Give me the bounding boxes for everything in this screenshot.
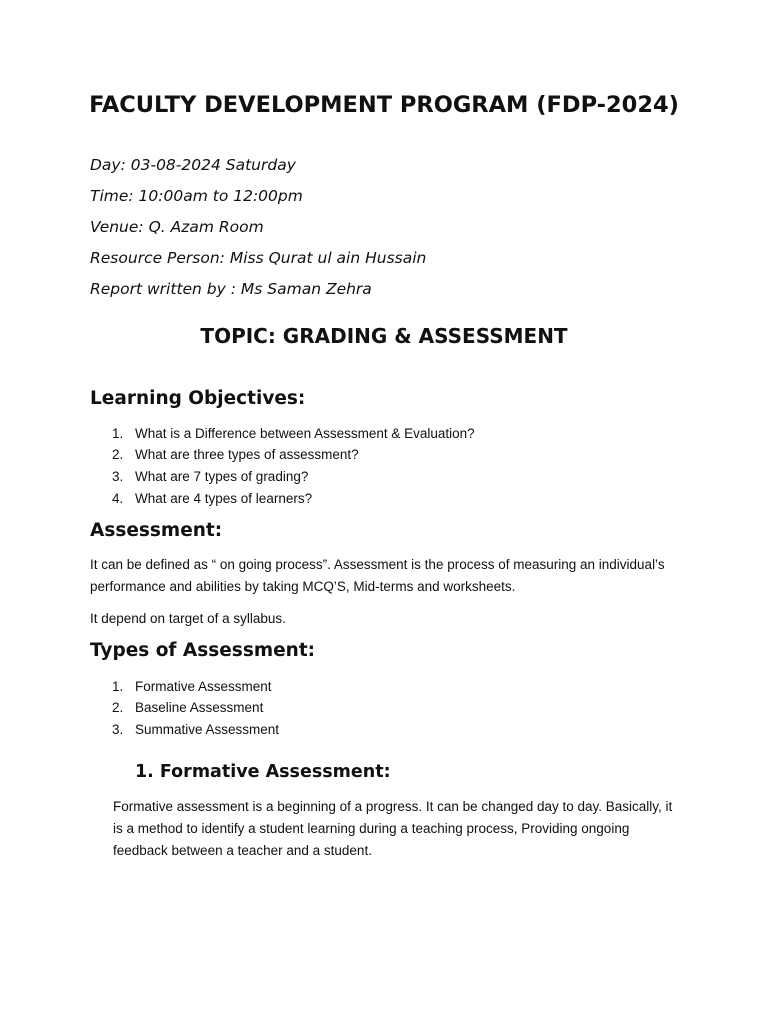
list-item: 4. What are 4 types of learners? (112, 491, 313, 506)
assessment-note: It depend on target of a syllabus. (90, 611, 286, 626)
resource-person-line: Resource Person: Miss Qurat ul ain Hussain (90, 249, 427, 267)
formative-paragraph-line: Formative assessment is a beginning of a progress. It can be changed day to day. Basically, it (113, 799, 673, 814)
list-item: 1. Formative Assessment (112, 679, 272, 694)
formative-assessment-heading: 1. Formative Assessment: (135, 762, 391, 782)
report-author-line: Report written by : Ms Saman Zehra (90, 280, 372, 298)
day-line: Day: 03-08-2024 Saturday (90, 156, 296, 174)
time-line: Time: 10:00am to 12:00pm (90, 187, 303, 205)
types-of-assessment-heading: Types of Assessment: (90, 640, 316, 661)
list-item: 2. Baseline Assessment (112, 700, 264, 715)
list-item: 2. What are three types of assessment? (112, 447, 359, 462)
document-title: FACULTY DEVELOPMENT PROGRAM (FDP-2024) (89, 92, 679, 118)
assessment-paragraph-line: performance and abilities by taking MCQ’S, Mid-terms and worksheets. (90, 579, 516, 594)
learning-objectives-heading: Learning Objectives: (90, 388, 306, 409)
list-item: 3. What are 7 types of grading? (112, 469, 309, 484)
assessment-heading: Assessment: (90, 520, 223, 541)
assessment-paragraph-line: It can be defined as “ on going process”. Assessment is the process of measuring an individual’s (90, 557, 665, 572)
list-item: 3. Summative Assessment (112, 722, 280, 737)
list-item: 1. What is a Difference between Assessment & Evaluation? (112, 426, 475, 441)
formative-paragraph-line: is a method to identify a student learning during a teaching process, Providing ongoing (113, 821, 630, 836)
venue-line: Venue: Q. Azam Room (90, 218, 264, 236)
formative-paragraph-line: feedback between a teacher and a student. (113, 843, 372, 858)
topic-heading: TOPIC: GRADING & ASSESSMENT (200, 324, 568, 348)
